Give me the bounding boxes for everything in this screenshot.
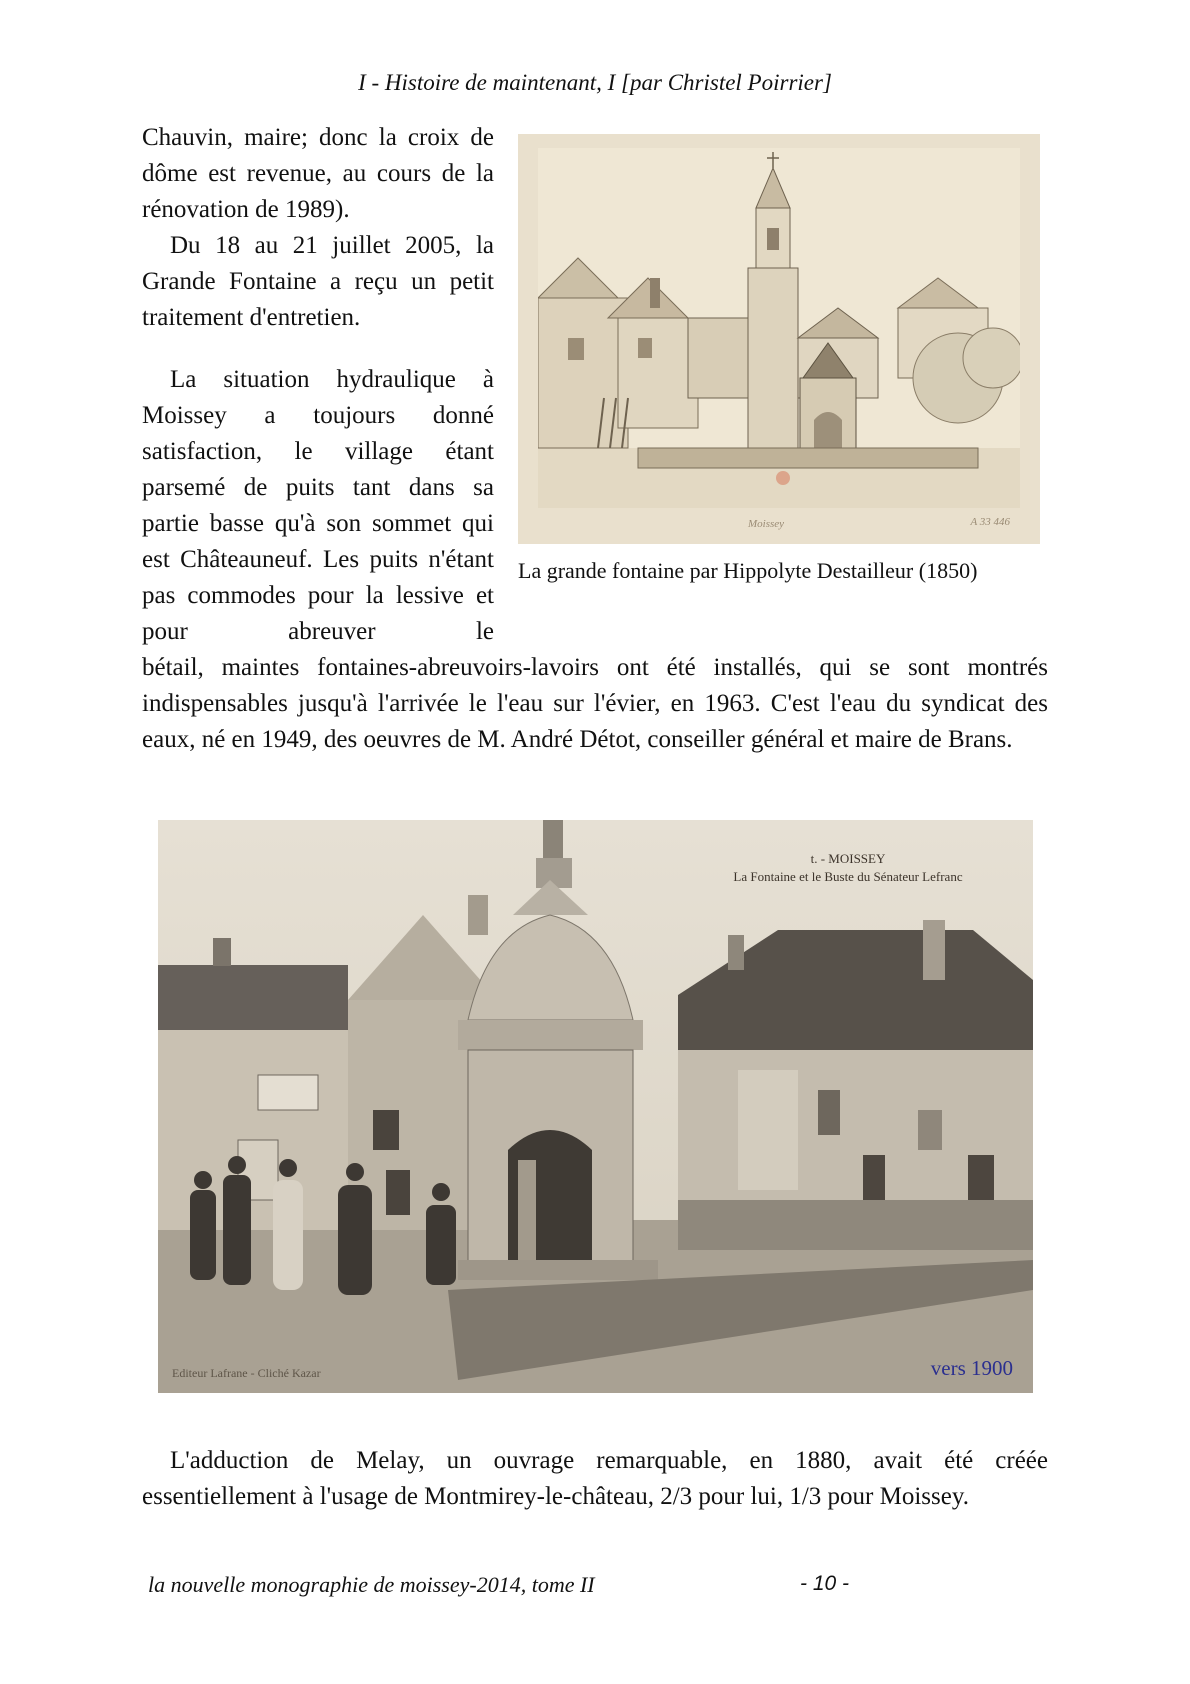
fountain-photo-scene [158,820,1033,1393]
postcard-title [668,850,1028,886]
postcard-date-label: vers 1900 [930,1356,1013,1380]
footer-page-number: - 10 - [800,1572,850,1595]
drawing-inventory-code: A 33 446 [970,516,1010,528]
postcard-title-line2: La Fontaine et le Buste du Sénateur Lefranc [733,869,963,884]
postcard-title-line1: t. - MOISSEY [810,851,886,866]
page-header: I - Histoire de maintenant, I [par Christel Poirrier] [358,70,832,95]
paragraph-continued: Chauvin, maire; donc la croix de dôme est revenue, au cours de la rénovation de 1989). [142,124,494,223]
paragraph-maintenance: Du 18 au 21 juillet 2005, la Grande Fontaine a reçu un petit traitement d'entretien. [142,232,494,331]
paragraph-hydraulic-column: La situation hydraulique à Moissey a toujours donné satisfaction, le village étant parsemé de puits tant dans sa partie basse qu'à son sommet qui est Châteauneuf. Les puits n'étant pas commodes pour la lessive et pour abreuver le [142,366,494,645]
fountain-postcard-photo [158,820,1033,1393]
drawing-signature: Moissey [748,518,785,530]
drawing-caption: La grande fontaine par Hippolyte Destailleur (1850) [518,558,978,583]
footer-publication: la nouvelle monographie de moissey-2014, tome II [148,1572,595,1597]
paragraph-hydraulic-continued: bétail, maintes fontaines-abreuvoirs-lavoirs ont été installés, qui se sont montrés indispensables jusqu'à l'arrivée le l'eau sur l'évier, en 1963. C'est l'eau du syndicat des eaux, né en 1949, des oeuvres de M. André Détot, conseiller général et maire de Brans. [142,654,1048,753]
paragraph-adduction: L'adduction de Melay, un ouvrage remarquable, en 1880, avait été créée essentiellement à l'usage de Montmirey-le-château, 2/3 pour lui, 1/3 pour Moissey. [142,1447,1048,1510]
fountain-drawing [518,134,1040,544]
fountain-sketch [538,148,1020,508]
postcard-editor: Editeur Lafrane - Cliché Kazar [172,1366,321,1380]
